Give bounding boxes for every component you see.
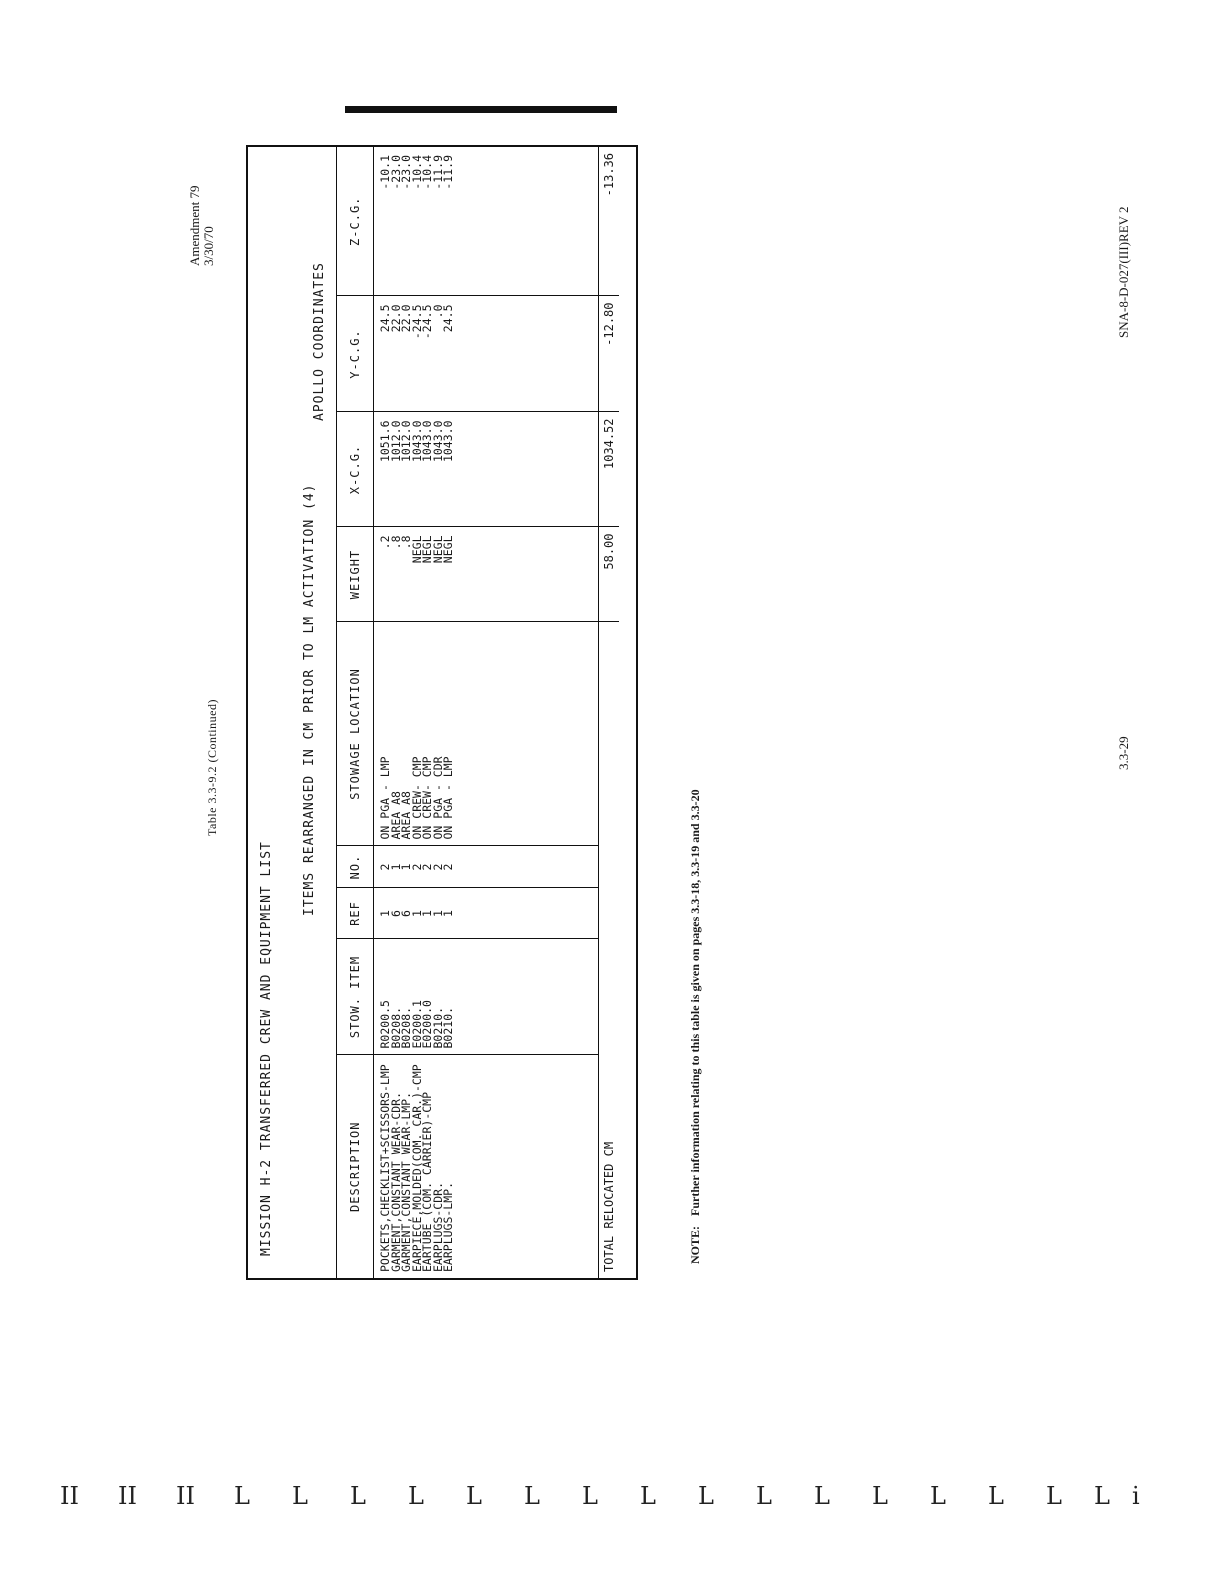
z-cg-cell	[374, 147, 599, 296]
coordinates-group-label: APOLLO COORDINATES	[312, 262, 327, 421]
col-header: DESCRIPTION	[337, 1055, 374, 1278]
table-row: -24.5	[420, 304, 434, 340]
table-row: -10.1	[378, 155, 392, 190]
col-header: NO.	[337, 846, 374, 888]
column-header-row	[337, 147, 374, 1278]
table-row: E0200.0	[420, 1000, 434, 1049]
table-row: ON PGA - CDR	[430, 756, 445, 840]
note-label: NOTE:	[688, 1225, 702, 1264]
table-row: 2	[409, 863, 424, 871]
table-row: 1043.0	[441, 420, 455, 463]
film-mark: L	[582, 1482, 598, 1510]
film-mark: L	[988, 1482, 1004, 1510]
total-z-cg: -13.36	[599, 147, 620, 296]
table-row: -24.5	[409, 304, 424, 340]
col-header: X-C.G.	[337, 412, 374, 527]
table-row: 2	[430, 863, 445, 871]
table-row: EARPLUGS-CDR.	[430, 1181, 445, 1272]
description-cell	[374, 1055, 599, 1278]
table-row: EARPIECE,MOLDED(COM. CAR.)-CMP	[409, 1064, 424, 1272]
amendment-date: 3/30/70	[201, 226, 216, 266]
document-id: SNA-8-D-027(III)REV 2	[1116, 206, 1131, 338]
film-mark: L	[408, 1482, 424, 1510]
table-row: 6	[399, 910, 413, 917]
table-row: B0208.	[399, 1006, 413, 1049]
table-row: .8	[399, 535, 413, 550]
film-mark: L	[466, 1482, 482, 1510]
table-row: 1	[409, 910, 424, 917]
total-row	[599, 147, 620, 1278]
table-row: 1	[388, 863, 403, 871]
table-row: 1	[399, 863, 413, 871]
film-mark: II	[176, 1482, 195, 1510]
table-row: ON CREW- CMP	[409, 756, 424, 840]
table-body-row	[374, 147, 599, 1278]
table-row: 2	[378, 863, 392, 871]
film-mark: L	[292, 1482, 308, 1510]
table-row: 1043.0	[409, 420, 424, 463]
table-row: NEGL	[430, 535, 445, 564]
table-row: 24.5	[441, 304, 455, 333]
table-row: 2	[420, 863, 434, 871]
table-row: .2	[378, 535, 392, 550]
table-subtitle-row	[286, 147, 336, 1278]
col-header: STOW. ITEM	[337, 939, 374, 1055]
table-row: 1051.6	[378, 420, 392, 463]
x-cg-cell	[374, 412, 599, 527]
table-row: -10.4	[420, 155, 434, 190]
table-row: 24.5	[378, 304, 392, 333]
table-row: EARPLUGS-LMP.	[441, 1181, 455, 1272]
amendment-number: Amendment 79	[187, 185, 202, 266]
table-row: E0200.1	[409, 1000, 424, 1049]
table-subtitle: ITEMS REARRANGED IN CM PRIOR TO LM ACTIVATION (4)	[302, 483, 317, 916]
table-row: 1043.0	[430, 420, 445, 463]
table-row: EARTUBE (COM. CARRIER)-CMP	[420, 1091, 434, 1272]
table-row: GARMENT,CONSTANT WEAR-LMP.	[399, 1091, 413, 1272]
table-row: B0210.	[430, 1006, 445, 1049]
film-mark: L	[524, 1482, 540, 1510]
table-row: -10.4	[409, 155, 424, 190]
equipment-table	[246, 145, 638, 1280]
film-mark: L	[234, 1482, 250, 1510]
weight-cell	[374, 527, 599, 622]
table-row: NEGL	[409, 535, 424, 564]
film-mark: i	[1132, 1482, 1140, 1510]
total-label: TOTAL RELOCATED CM	[599, 622, 620, 1278]
stowage-location-cell	[374, 622, 599, 846]
table-row: 1012.0	[388, 420, 403, 463]
film-mark: L	[1094, 1482, 1110, 1510]
table-row: .8	[388, 535, 403, 550]
col-header: Y-C.G.	[337, 296, 374, 412]
y-cg-cell	[374, 296, 599, 412]
film-mark: L	[640, 1482, 656, 1510]
table-title: MISSION H-2 TRANSFERRED CREW AND EQUIPMENT LIST	[259, 841, 274, 1256]
col-header: STOWAGE LOCATION	[337, 622, 374, 846]
film-mark: L	[814, 1482, 830, 1510]
table-row: .0	[430, 304, 445, 319]
table-row: -11.9	[441, 155, 455, 190]
table-row: 1	[420, 910, 434, 917]
table-row: B0208.	[388, 1006, 403, 1049]
note-text: Further information relating to this table is given on pages 3.3-18, 3.3-19 and 3.3-20	[688, 789, 702, 1216]
table-row: ON CREW- CMP	[420, 756, 434, 840]
table-row: 1	[430, 910, 445, 917]
black-bar	[345, 106, 617, 113]
table-row: 1012.0	[399, 420, 413, 463]
total-x-cg: 1034.52	[599, 412, 620, 527]
table-row: B0210.	[441, 1006, 455, 1049]
data-grid	[336, 147, 619, 1278]
ref-cell	[374, 888, 599, 939]
table-row: 1043.0	[420, 420, 434, 463]
table-row: NEGL	[441, 535, 455, 564]
film-mark: L	[872, 1482, 888, 1510]
film-mark: L	[350, 1482, 366, 1510]
table-row: ON PGA - LMP	[441, 756, 455, 840]
col-header: Z-C.G.	[337, 147, 374, 296]
col-header: WEIGHT	[337, 527, 374, 622]
table-row: NEGL	[420, 535, 434, 564]
table-row: -23.0	[399, 155, 413, 190]
page-number: 3.3-29	[1116, 736, 1131, 770]
table-row: GARMENT,CONSTANT WEAR-CDR.	[388, 1091, 403, 1272]
table-row: R0200.5	[378, 1000, 392, 1049]
table-row: 22.0	[388, 304, 403, 333]
number-cell	[374, 846, 599, 888]
table-row: POCKETS,CHECKLIST+SCISSORS-LMP	[378, 1064, 392, 1272]
film-mark: L	[1046, 1482, 1062, 1510]
table-row: -11.9	[430, 155, 445, 190]
total-weight: 58.00	[599, 527, 620, 622]
table-row: 1	[378, 910, 392, 917]
table-row: AREA A8	[399, 791, 413, 840]
stow-item-cell	[374, 939, 599, 1055]
table-row: 2	[441, 863, 455, 871]
film-mark: II	[118, 1482, 137, 1510]
table-note	[688, 789, 703, 1264]
film-mark: II	[60, 1482, 79, 1510]
table-row: 6	[388, 910, 403, 917]
table-row: AREA A8	[388, 791, 403, 840]
table-row: 1	[441, 910, 455, 917]
amendment-header	[188, 185, 216, 266]
film-mark: L	[930, 1482, 946, 1510]
table-row: ON PGA - LMP	[378, 756, 392, 840]
film-strip-marks	[60, 1484, 1160, 1514]
table-row: -23.0	[388, 155, 403, 190]
total-y-cg: -12.80	[599, 296, 620, 412]
table-row: 22.0	[399, 304, 413, 333]
table-caption: Table 3.3-9.2 (Continued)	[205, 699, 219, 836]
film-mark: L	[756, 1482, 772, 1510]
col-header: REF	[337, 888, 374, 939]
film-mark: L	[698, 1482, 714, 1510]
